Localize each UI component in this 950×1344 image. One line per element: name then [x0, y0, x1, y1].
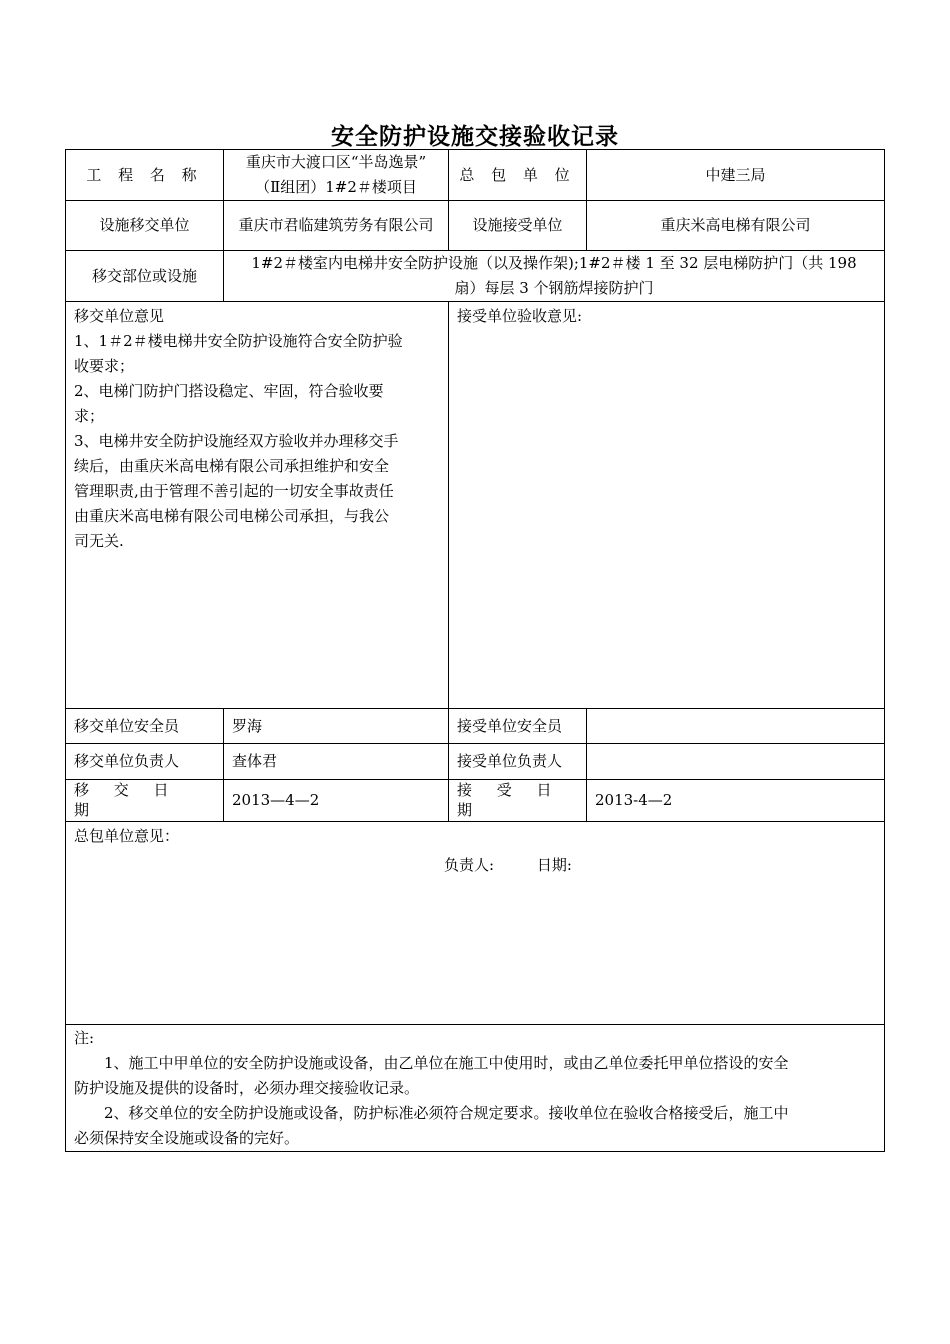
location-label: 移交部位或设施 — [66, 251, 224, 302]
note-2-line-2: 必须保持安全设施或设备的完好。 — [74, 1128, 300, 1147]
project-name-line1: 重庆市大渡口区“半岛逸景” — [245, 153, 427, 171]
project-row — [66, 150, 885, 201]
note-2-line-1: 2、移交单位的安全防护设施或设备，防护标准必须符合规定要求。接收单位在验收合格接受后，施工中 — [104, 1103, 789, 1122]
handover-form-table — [65, 149, 885, 1152]
contractor-value: 中建三局 — [587, 150, 885, 201]
signer-label: 负责人: — [444, 855, 495, 874]
receiver-safety-value — [587, 709, 885, 744]
handover-opinion-line: 续后，由重庆米高电梯有限公司承担维护和安全 — [74, 457, 390, 475]
handover-unit-label: 设施移交单位 — [66, 201, 224, 251]
handover-safety-label: 移交单位安全员 — [66, 709, 224, 744]
general-contractor-signature — [74, 855, 876, 875]
general-contractor-title: 总包单位意见： — [74, 826, 180, 845]
general-contractor-row — [66, 821, 885, 1024]
handover-date-label: 移 交 日 期 — [66, 780, 224, 822]
handover-opinion-line: 司无关. — [74, 532, 124, 550]
notes-row — [66, 1024, 885, 1151]
handover-date-value: 2013—4—2 — [224, 780, 449, 822]
project-name-line2: （Ⅱ组团）1#2＃楼项目 — [255, 178, 417, 196]
note-1-line-1: 1、施工中甲单位的安全防护设施或设备，由乙单位在施工中使用时，或由乙单位委托甲单位搭设的安全 — [104, 1053, 789, 1072]
units-row — [66, 201, 885, 251]
handover-opinion-line: 管理职责,由于管理不善引起的一切安全事故责任 — [74, 482, 394, 500]
receiver-opinion-title: 接受单位验收意见: — [457, 307, 583, 325]
receiver-unit-value: 重庆米高电梯有限公司 — [587, 201, 885, 251]
handover-opinion-line: 求； — [74, 407, 105, 425]
safety-officer-row — [66, 709, 885, 744]
receiver-date-label: 接 受 日 期 — [449, 780, 587, 822]
location-line1: 1#2＃楼室内电梯井安全防护设施（以及操作架);1#2＃楼 1 至 32 层电梯防护门（共 198 — [251, 254, 857, 272]
handover-opinion-title: 移交单位意见 — [74, 307, 165, 325]
location-value — [224, 251, 885, 302]
handover-unit-value: 重庆市君临建筑劳务有限公司 — [224, 201, 449, 251]
contractor-label: 总 包 单 位 — [449, 150, 587, 201]
handover-opinion-cell — [66, 302, 449, 709]
general-contractor-cell — [66, 821, 885, 1024]
opinions-row — [66, 302, 885, 709]
handover-leader-label: 移交单位负责人 — [66, 744, 224, 780]
notes-title: 注: — [74, 1028, 95, 1047]
handover-leader-value: 查体君 — [224, 744, 449, 780]
page-title: 安全防护设施交接验收记录 — [331, 124, 619, 150]
handover-opinion-line: 1、1＃2＃楼电梯井安全防护设施符合安全防护验 — [74, 332, 403, 350]
handover-opinion-line: 2、电梯门防护门搭设稳定、牢固，符合验收要 — [74, 382, 384, 400]
handover-opinion-line: 由重庆米高电梯有限公司电梯公司承担，与我公 — [74, 507, 390, 525]
receiver-unit-label: 设施接受单位 — [449, 201, 587, 251]
location-line2: 扇）每层 3 个钢筋焊接防护门 — [454, 279, 654, 297]
handover-opinion-line: 3、电梯井安全防护设施经双方验收并办理移交手 — [74, 432, 399, 450]
receiver-date-value: 2013-4—2 — [587, 780, 885, 822]
handover-opinion-line: 收要求； — [74, 357, 135, 375]
location-row — [66, 251, 885, 302]
leader-row — [66, 744, 885, 780]
project-name-value — [224, 150, 449, 201]
receiver-safety-label: 接受单位安全员 — [449, 709, 587, 744]
handover-safety-value: 罗海 — [224, 709, 449, 744]
receiver-leader-value — [587, 744, 885, 780]
receiver-leader-label: 接受单位负责人 — [449, 744, 587, 780]
sign-date-label: 日期: — [536, 855, 572, 874]
receiver-opinion-cell — [449, 302, 885, 709]
project-name-label: 工 程 名 称 — [66, 150, 224, 201]
notes-cell — [66, 1024, 885, 1151]
date-row — [66, 780, 885, 822]
note-1-line-2: 防护设施及提供的设备时，必须办理交接验收记录。 — [74, 1078, 420, 1097]
